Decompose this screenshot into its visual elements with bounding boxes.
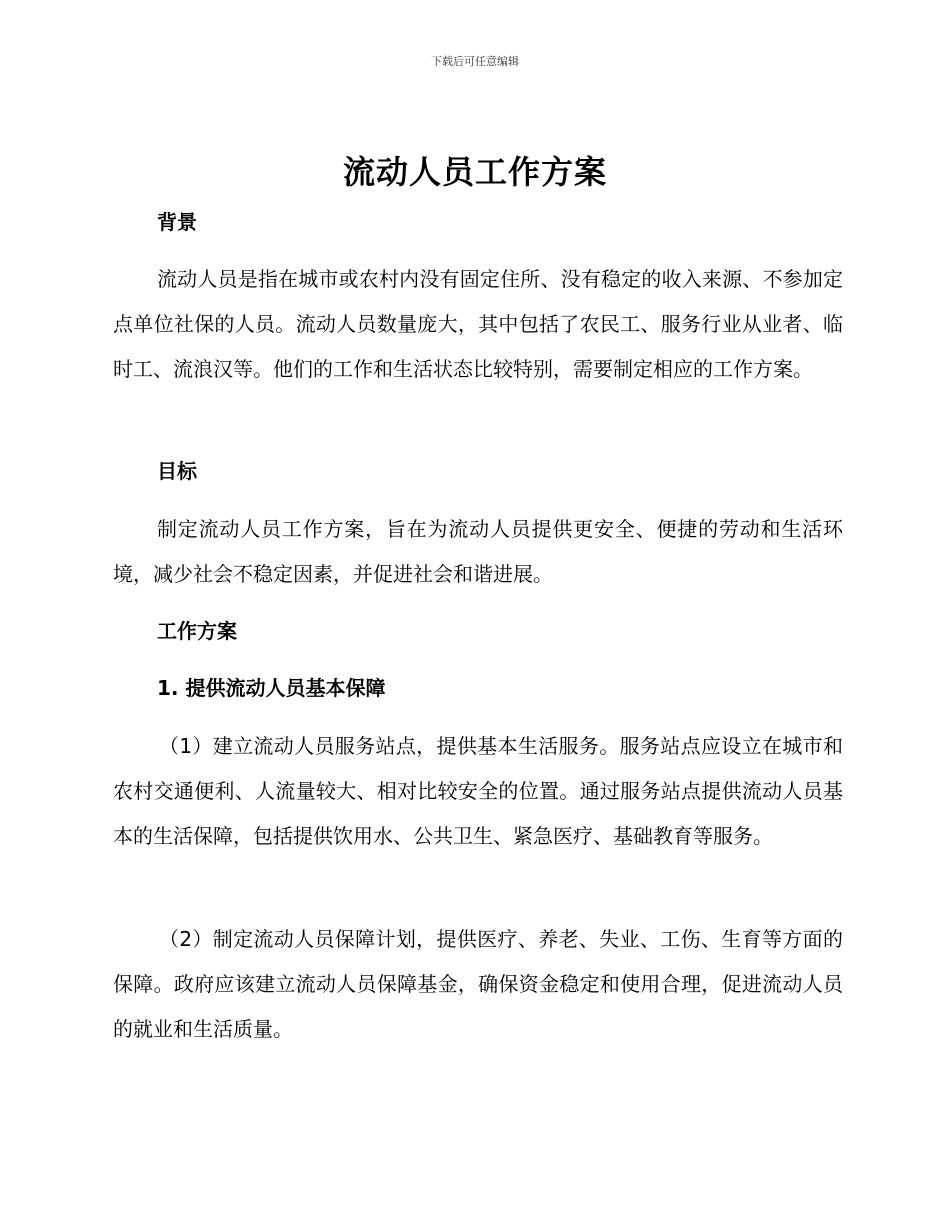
heading-plan: 工作方案: [157, 619, 237, 643]
heading-background: 背景: [157, 210, 197, 234]
paragraph-item-2: （2）制定流动人员保障计划，提供医疗、养老、失业、工伤、生育等方面的保障。政府应该建立流动人员保障基金，确保资金稳定和使用合理，促进流动人员的就业和生活质量。: [113, 927, 843, 1041]
heading-basic-guarantee: 1. 提供流动人员基本保障: [157, 676, 386, 700]
paragraph-background: 流动人员是指在城市或农村内没有固定住所、没有稳定的收入来源、不参加定点单位社保的人员。流动人员数量庞大，其中包括了农民工、服务行业从业者、临时工、流浪汉等。他们的工作和生活状态比较特别，需要制定相应的工作方案。: [113, 267, 843, 381]
page-header-note: 下载后可任意编辑: [431, 55, 519, 68]
heading-goal: 目标: [157, 459, 197, 483]
paragraph-item-1: （1）建立流动人员服务站点，提供基本生活服务。服务站点应设立在城市和农村交通便利、人流量较大、相对比较安全的位置。通过服务站点提供流动人员基本的生活保障，包括提供饮用水、公共卫生、紧急医疗、基础教育等服务。: [113, 734, 843, 848]
document-title: 流动人员工作方案: [342, 153, 607, 191]
paragraph-goal: 制定流动人员工作方案，旨在为流动人员提供更安全、便捷的劳动和生活环境，减少社会不稳定因素，并促进社会和谐进展。: [113, 517, 843, 586]
